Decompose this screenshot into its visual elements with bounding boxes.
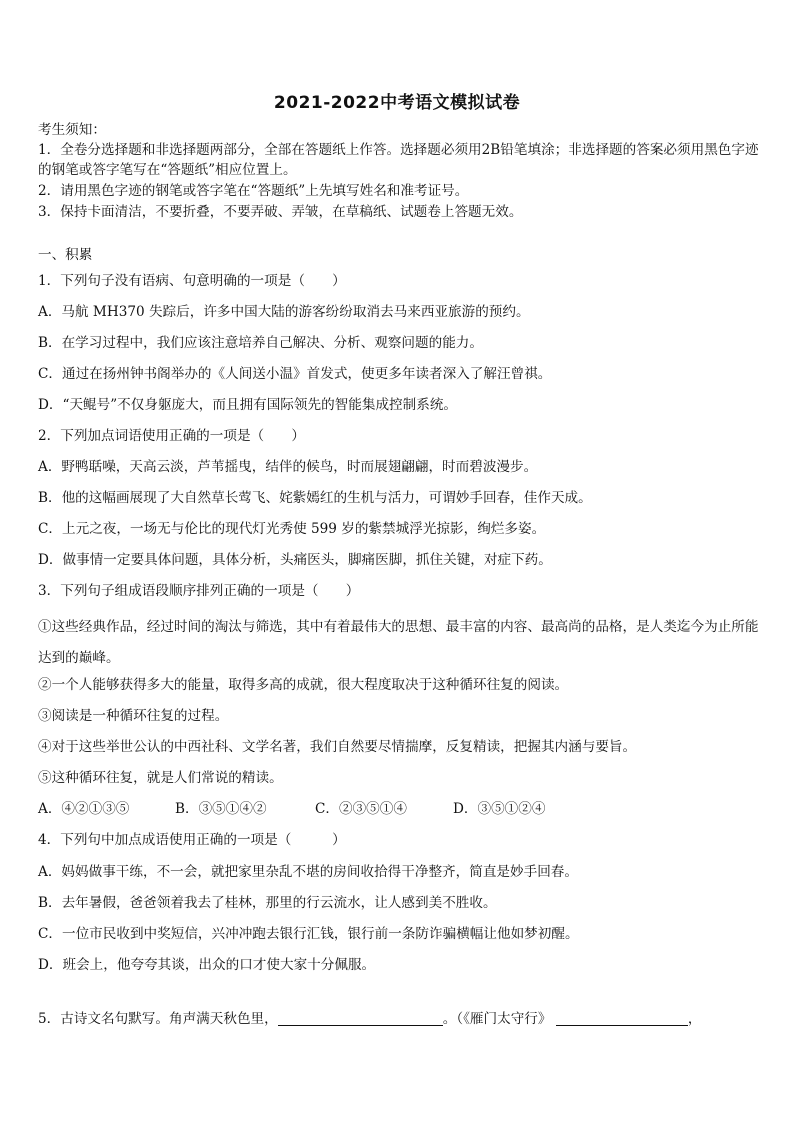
q4-stem: 4．下列句中加点成语使用正确的一项是（ ） — [38, 832, 346, 848]
q3-option-d: D．③⑤①②④ — [453, 801, 546, 817]
q1-stem: 1．下列句子没有语病、句意明确的一项是（ ） — [38, 273, 346, 289]
q3-sentence-4: ④对于这些举世公认的中西社科、文学名著，我们自然要尽情揣摩，反复精读，把握其内涵与要旨。 — [38, 739, 637, 755]
q3-sentence-1: ①这些经典作品，经过时间的淘汰与筛选，其中有着最伟大的思想、最丰富的内容、最高尚的品格，是人类迄今为止所能达到的巅峰。 — [38, 619, 759, 666]
notice-item-2: 2．请用黑色字迹的钢笔或答字笔在“答题纸”上先填写姓名和准考证号。 — [38, 183, 469, 199]
q3-sentence-2: ②一个人能够获得多大的能量，取得多高的成就，很大程度取决于这种循环往复的阅读。 — [38, 677, 569, 693]
q5-mid: 。（《雁门太守行》 — [442, 1011, 552, 1027]
q2-option-b: B．他的这幅画展现了大自然草长莺飞、姹紫嫣红的生机与活力，可谓妙手回春，佳作天成。 — [38, 490, 592, 506]
q3-stem: 3．下列句子组成语段顺序排列正确的一项是（ ） — [38, 583, 360, 599]
notice-heading: 考生须知： — [38, 122, 106, 138]
q5-line — [38, 1009, 763, 1029]
q2-option-a: A．野鸭聒噪，天高云淡，芦苇摇曳，结伴的候鸟，时而展翅翩翩，时而碧波漫步。 — [38, 459, 538, 475]
q1-option-d: D．“天鲲号”不仅身躯庞大，而且拥有国际领先的智能集成控制系统。 — [38, 397, 458, 413]
q2-stem: 2．下列加点词语使用正确的一项是（ ） — [38, 428, 305, 444]
q3-option-c: C．②③⑤①④ — [315, 801, 407, 817]
q1-option-b: B．在学习过程中，我们应该注意培养自己解决、分析、观察问题的能力。 — [38, 335, 483, 351]
page-title: 2021-2022中考语文模拟试卷 — [273, 93, 521, 113]
q5-answer-blank-1[interactable] — [278, 1011, 443, 1026]
q1-option-a: A．马航 MH370 失踪后，许多中国大陆的游客纷纷取消去马来西亚旅游的预约。 — [38, 304, 530, 320]
q4-option-a: A．妈妈做事干练，不一会，就把家里杂乱不堪的房间收拾得干净整齐，简直是妙手回春。 — [38, 864, 578, 880]
notice-item-3: 3．保持卡面清洁，不要折叠，不要弄破、弄皱，在草稿纸、试题卷上答题无效。 — [38, 204, 523, 220]
notice-item-1: 1．全卷分选择题和非选择题两部分，全部在答题纸上作答。选择题必须用2B铅笔填涂；非选择题的答案必须用黑色字迹的钢笔或答字笔写在“答题纸”相应位置上。 — [38, 142, 759, 178]
q3-sentence-3: ③阅读是一种循环往复的过程。 — [38, 708, 229, 724]
q3-options — [38, 799, 763, 819]
q4-option-d: D．班会上，他夸夸其谈，出众的口才使大家十分佩服。 — [38, 957, 376, 973]
q2-option-c: C．上元之夜，一场无与伦比的现代灯光秀使 599 岁的紫禁城浮光掠影，绚烂多姿。 — [38, 521, 546, 537]
q4-option-c: C．一位市民收到中奖短信，兴冲冲跑去银行汇钱，银行前一条防诈骗横幅让他如梦初醒。 — [38, 926, 579, 942]
q3-sentence-5: ⑤这种循环往复，就是人们常说的精读。 — [38, 770, 283, 786]
q5-end: ， — [687, 1011, 702, 1027]
q5-answer-blank-2[interactable] — [556, 1011, 688, 1026]
q3-option-a: A．④②①③⑤ — [38, 801, 130, 817]
q3-option-b: B．③⑤①④② — [175, 801, 267, 817]
q5-stem: 5．古诗文名句默写。角声满天秋色里， — [38, 1011, 278, 1027]
q2-option-d: D．做事情一定要具体问题，具体分析，头痛医头，脚痛医脚，抓住关键，对症下药。 — [38, 552, 552, 568]
section-heading: 一、积累 — [38, 247, 93, 263]
q1-option-c: C．通过在扬州钟书阁举办的《人间送小温》首发式，使更多年读者深入了解汪曾祺。 — [38, 366, 552, 382]
q4-option-b: B．去年暑假，爸爸领着我去了桂林，那里的行云流水，让人感到美不胜收。 — [38, 895, 497, 911]
